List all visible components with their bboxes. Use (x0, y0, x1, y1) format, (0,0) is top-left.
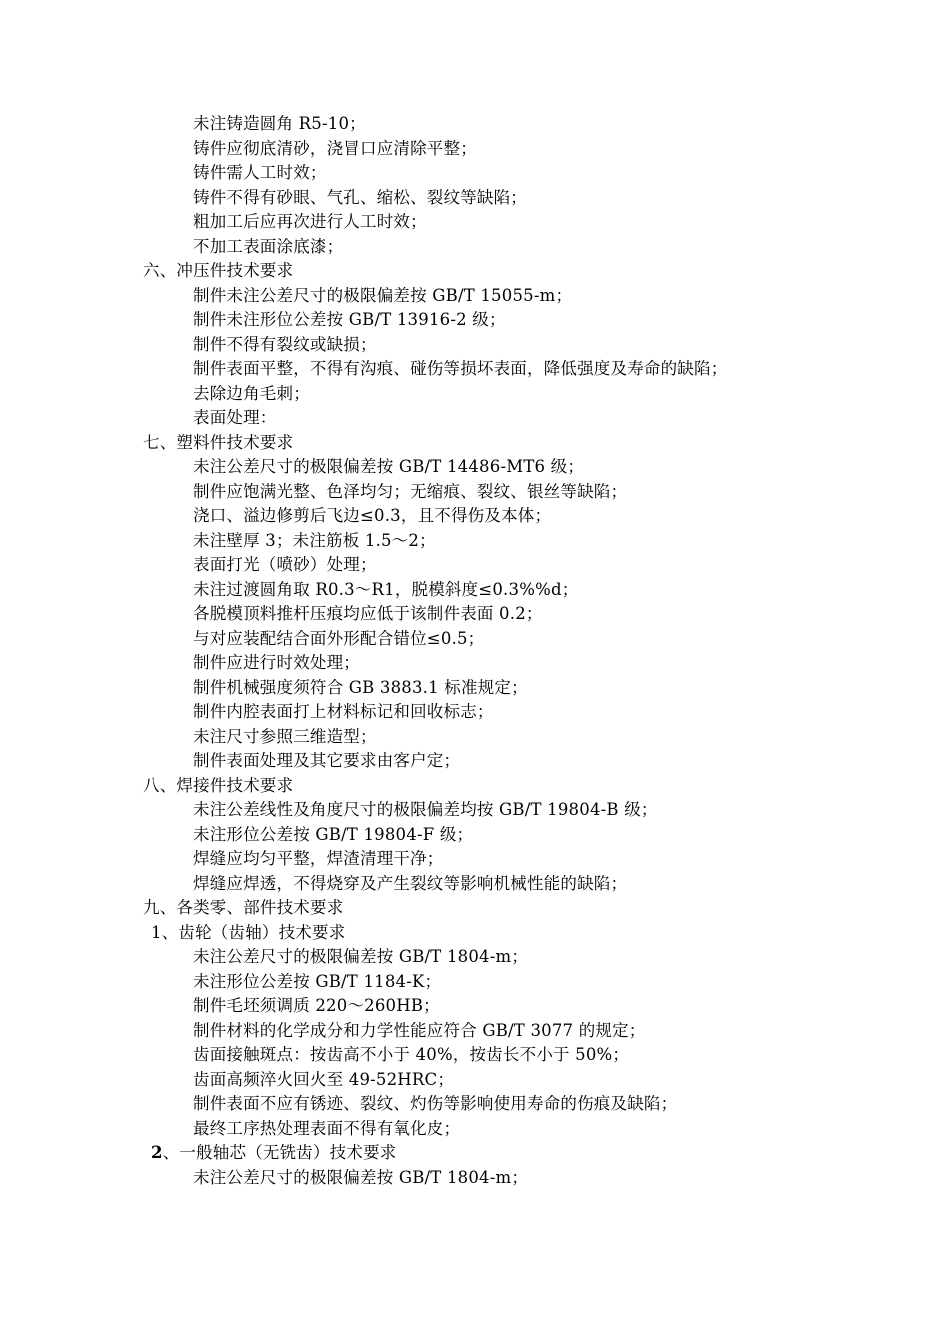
text-line: 制件表面处理及其它要求由客户定； (193, 751, 461, 770)
text-line: 未注公差尺寸的极限偏差按 GB/T 1804-m； (193, 1167, 529, 1187)
text-line: 铸件需人工时效； (193, 163, 327, 182)
text-line: 制件未注形位公差按 GB/T 13916-2 级； (193, 310, 506, 329)
text-line: 与对应装配结合面外形配合错位≤0.5； (193, 628, 485, 648)
text-line: 制件应进行时效处理； (193, 653, 360, 672)
text-line: 各脱模顶料推杆压痕均应低于该制件表面 0.2； (193, 604, 543, 623)
text-line: 未注公差尺寸的极限偏差按 GB/T 1804-m； (193, 947, 529, 966)
text-line: 制件内腔表面打上材料标记和回收标志； (193, 702, 494, 721)
text-line: 齿面高频淬火回火至 49-52HRC； (193, 1069, 455, 1089)
text-line: 未注壁厚 3；未注筋板 1.5～2； (193, 530, 436, 550)
text-line: 未注形位公差按 GB/T 1184-K； (193, 971, 442, 991)
section-heading: 九、各类零、部件技术要求 (143, 898, 344, 917)
text-line: 未注公差线性及角度尺寸的极限偏差均按 GB/T 19804-B 级； (193, 800, 658, 819)
text-line: 未注过渡圆角取 R0.3～R1，脱模斜度≤0.3%%d； (193, 579, 579, 599)
text-line: 制件材料的化学成分和力学性能应符合 GB/T 3077 的规定； (193, 1020, 646, 1040)
text-line: 制件机械强度须符合 GB 3883.1 标准规定； (193, 677, 528, 697)
section-heading: 六、冲压件技术要求 (143, 261, 294, 280)
text-line: 制件未注公差尺寸的极限偏差按 GB/T 15055-m； (193, 285, 573, 305)
section-heading: 八、焊接件技术要求 (143, 775, 294, 795)
section-heading: 七、塑料件技术要求 (143, 432, 294, 452)
text-line: 粗加工后应再次进行人工时效； (193, 212, 427, 231)
text-line: 制件表面不应有锈迹、裂纹、灼伤等影响使用寿命的伤痕及缺陷； (193, 1094, 678, 1113)
text-line: 未注形位公差按 GB/T 19804-F 级； (193, 824, 474, 844)
text-line: 表面打光（喷砂）处理； (193, 555, 377, 574)
text-line: 制件不得有裂纹或缺损； (193, 334, 377, 354)
text-line: 最终工序热处理表面不得有氧化皮； (193, 1118, 461, 1138)
text-line: 铸件不得有砂眼、气孔、缩松、裂纹等缺陷； (193, 187, 527, 207)
text-line: 浇口、溢边修剪后飞边≤0.3，且不得伤及本体； (193, 506, 552, 525)
document-page (0, 112, 950, 1190)
text-line: 不加工表面涂底漆； (193, 236, 344, 256)
text-line: 未注尺寸参照三维造型； (193, 726, 377, 746)
text-line: 焊缝应焊透，不得烧穿及产生裂纹等影响机械性能的缺陷； (193, 873, 628, 893)
subsection-number: 2 (151, 1143, 163, 1162)
text-line: 制件毛坯须调质 220～260HB； (193, 996, 440, 1015)
text-line: 铸件应彻底清砂，浇冒口应清除平整； (193, 138, 477, 158)
text-line: 去除边角毛刺； (193, 383, 310, 403)
subsection-heading: 2、一般轴芯（无铣齿）技术要求 (151, 1143, 397, 1162)
subsection-heading: 1、齿轮（齿轴）技术要求 (151, 922, 346, 942)
text-line: 制件应饱满光整、色泽均匀；无缩痕、裂纹、银丝等缺陷； (193, 481, 628, 501)
text-line: 未注铸造圆角 R5-10； (193, 114, 366, 133)
text-line: 制件表面平整，不得有沟痕、碰伤等损坏表面，降低强度及寿命的缺陷； (193, 359, 728, 378)
text-line: 表面处理： (193, 408, 277, 427)
text-line: 焊缝应均匀平整，焊渣清理干净； (193, 849, 444, 868)
text-line: 齿面接触斑点：按齿高不小于 40%，按齿长不小于 50%； (193, 1045, 630, 1064)
text-line: 未注公差尺寸的极限偏差按 GB/T 14486-MT6 级； (193, 457, 585, 476)
